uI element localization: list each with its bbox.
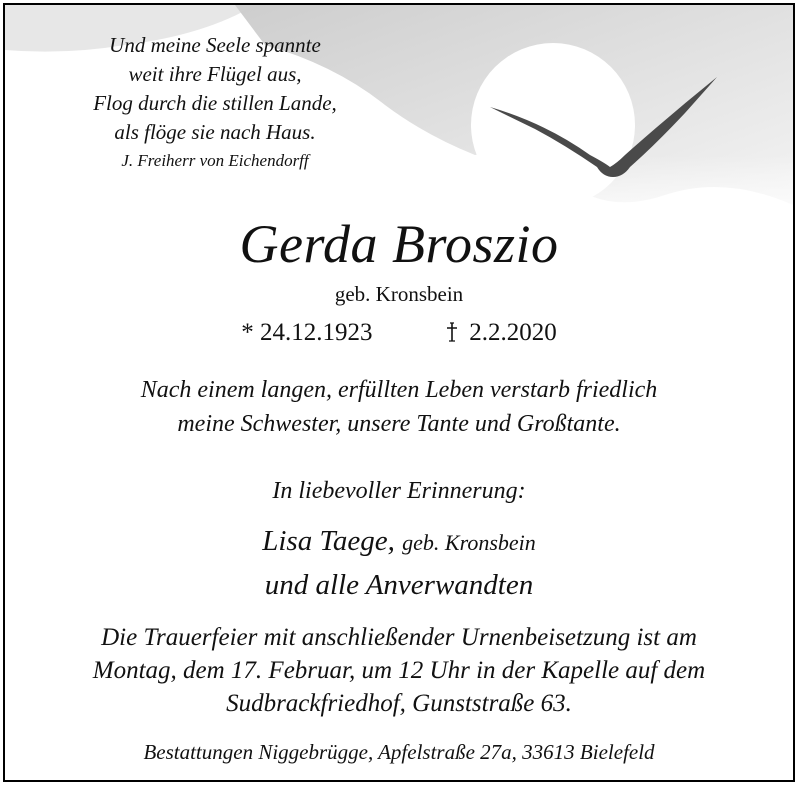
obituary-notice — [3, 3, 795, 782]
death-date: 2.2.2020 — [469, 319, 557, 346]
ceremony-info — [5, 621, 793, 720]
mourner — [5, 521, 793, 563]
life-dates — [5, 317, 793, 349]
mourner-name: Lisa Taege, — [262, 525, 395, 557]
message-line: Nach einem langen, erfüllten Leben verstarb friedlich — [140, 377, 658, 403]
ceremony-line: Die Trauerfeier mit anschließender Urnenbeisetzung ist am — [101, 624, 697, 651]
ceremony-line: Sudbrackfriedhof, Gunststraße 63. — [226, 690, 572, 717]
birth-date: * 24.12.1923 — [241, 319, 373, 346]
poem — [45, 31, 385, 173]
poem-line: Flog durch die stillen Lande, — [93, 91, 337, 115]
deceased-name: Gerda Broszio — [239, 214, 559, 274]
message-line: meine Schwester, unsere Tante und Großtante. — [177, 411, 621, 437]
undertaker: Bestattungen Niggebrügge, Apfelstraße 27a, 33613 Bielefeld — [143, 740, 655, 764]
ceremony-line: Montag, dem 17. Februar, um 12 Uhr in der Kapelle auf dem — [92, 657, 706, 684]
poem-line: als flöge sie nach Haus. — [114, 120, 316, 144]
memory-intro: In liebevoller Erinnerung: — [272, 478, 526, 504]
poem-line: weit ihre Flügel aus, — [128, 62, 302, 86]
mourner-birth-name: geb. Kronsbein — [402, 530, 536, 555]
cross-icon — [445, 322, 459, 342]
poem-author: J. Freiherr von Eichendorff — [121, 151, 309, 170]
deceased-birth-name: geb. Kronsbein — [334, 282, 464, 306]
death-message — [5, 373, 793, 441]
relatives: und alle Anverwandten — [264, 569, 534, 601]
poem-line: Und meine Seele spannte — [109, 33, 321, 57]
